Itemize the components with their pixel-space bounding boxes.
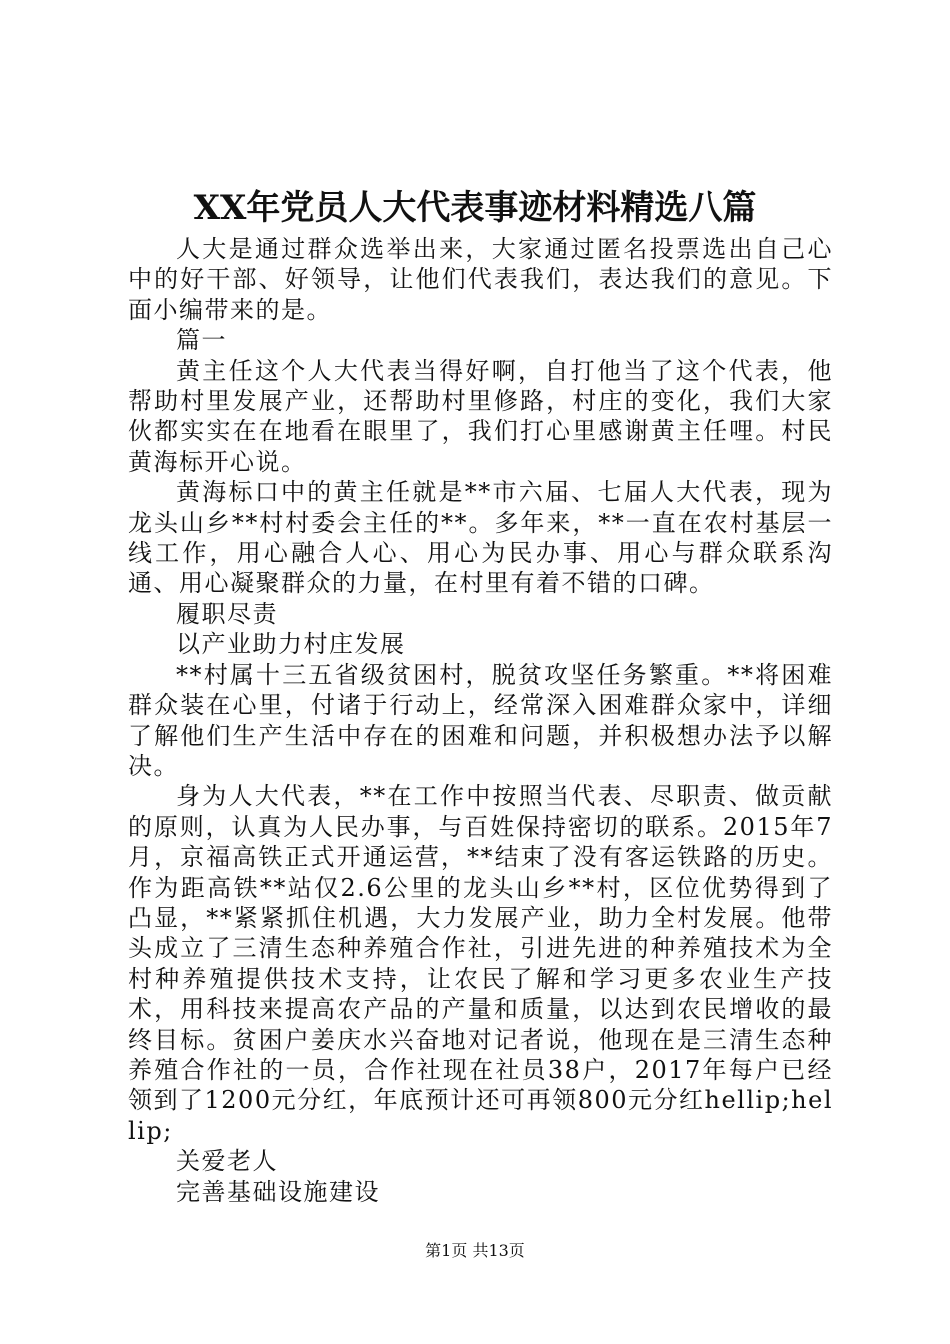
section-heading-part-one: 篇一 (176, 326, 227, 355)
section-heading-infrastructure: 完善基础设施建设 (176, 1177, 380, 1206)
paragraph-villager-quote: 黄主任这个人大代表当得好啊，自打他当了这个代表，他帮助村里发展产业，还帮助村里修路，村庄的变化，我们大家伙都实实在在地看在眼里了，我们打心里感谢黄主任哩。村民黄海标开心说。 (128, 356, 833, 476)
paragraph-intro: 人大是通过群众选举出来，大家通过匿名投票选出自己心中的好干部、好领导，让他们代表我们，表达我们的意见。下面小编带来的是。 (128, 235, 833, 324)
paragraph-representative-work: 身为人大代表，**在工作中按照当代表、尽职责、做贡献的原则，认真为人民办事，与百姓保持密切的联系。2015年7月，京福高铁正式开通运营，**结束了没有客运铁路的历史。作为距高铁**站仅2.6公里的龙头山乡**村，区位优势得到了凸显，**紧紧抓住机遇，大力发展产业，助力全村发展。他带头成立了三清生态种养殖合作社，引进先进的种养殖技术为全村种养殖提供技术支持，让农民了解和学习更多农业生产技术，用科技来提高农产品的产量和质量，以达到农民增收的最终目标。贫困户姜庆水兴奋地对记者说，他现在是三清生态种养殖合作社的一员，合作社现在社员38户，2017年每户已经领到了1200元分红，年底预计还可再领800元分红hellip;hellip; (128, 782, 833, 1145)
section-heading-industry: 以产业助力村庄发展 (176, 630, 406, 659)
document-title: XX年党员人大代表事迹材料精选八篇 (193, 188, 757, 228)
paragraph-director-profile: 黄海标口中的黄主任就是**市六届、七届人大代表，现为龙头山乡**村村委会主任的**。多年来，**一直在农村基层一线工作，用心融合人心、用心为民办事、用心与群众联系沟通、用心凝聚群众的力量，在村里有着不错的口碑。 (128, 478, 833, 598)
paragraph-poverty: **村属十三五省级贫困村，脱贫攻坚任务繁重。**将困难群众装在心里，付诸于行动上，经常深入困难群众家中，详细了解他们生产生活中存在的困难和问题，并积极想办法予以解决。 (128, 660, 833, 780)
section-heading-duty: 履职尽责 (176, 599, 278, 628)
page-number-footer: 第1页 共13页 (425, 1241, 525, 1260)
document-body (128, 234, 833, 1207)
section-heading-elderly-care: 关爱老人 (176, 1147, 278, 1176)
